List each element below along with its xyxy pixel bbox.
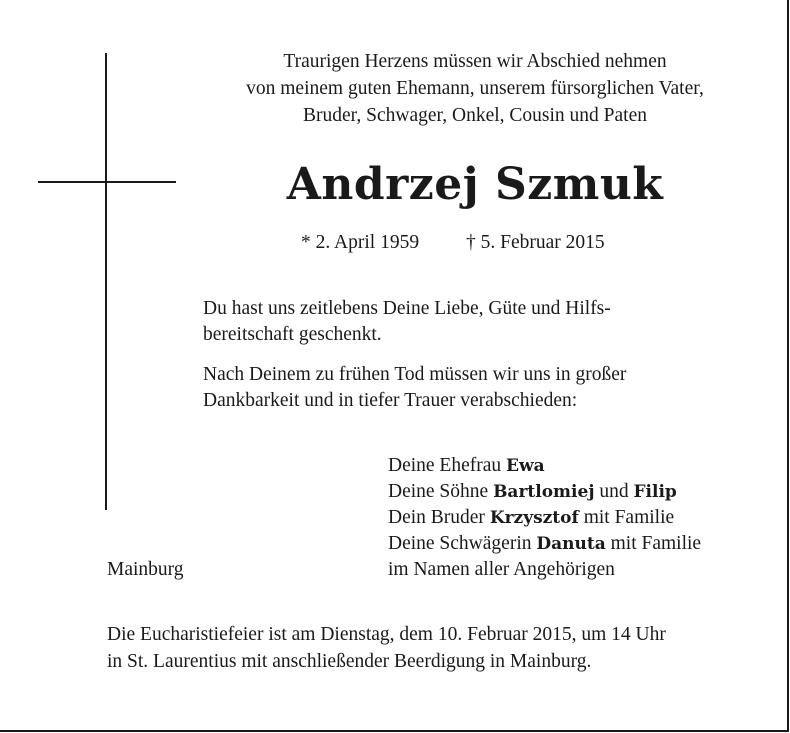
death-date: † 5. Februar 2015 <box>466 232 605 253</box>
message-p2-line-1: Nach Deinem zu frühen Tod müssen wir uns in großer <box>203 364 627 385</box>
mourner-sister-in-law-name: Danuta <box>536 534 606 554</box>
service-line-2: in St. Laurentius mit anschließender Beerdigung in Mainburg. <box>107 651 592 672</box>
mourner-wife-prefix: Deine Ehefrau <box>388 455 502 476</box>
message-p2-line-2: Dankbarkeit und in tiefer Trauer verabschieden: <box>203 390 578 411</box>
mourner-sons <box>388 479 701 505</box>
deceased-name: Andrzej Szmuk <box>286 159 664 210</box>
mourner-wife-name: Ewa <box>506 456 545 476</box>
mourner-sons-joiner: und <box>599 481 629 502</box>
mourner-brother-suffix: mit Familie <box>583 507 675 528</box>
mourner-sons-prefix: Deine Söhne <box>388 481 489 502</box>
cross-icon-horizontal-bar <box>38 181 176 183</box>
mourner-brother <box>388 505 701 531</box>
message-p1-line-1: Du hast uns zeitlebens Deine Liebe, Güte und Hilfs- <box>203 298 611 319</box>
intro-text <box>190 48 760 129</box>
mourner-brother-prefix: Dein Bruder <box>388 507 485 528</box>
message-paragraph-2 <box>203 362 743 414</box>
intro-line-2: von meinem guten Ehemann, unserem fürsorglichen Vater, <box>246 78 704 99</box>
place-name: Mainburg <box>107 559 184 580</box>
mourner-sister-in-law-suffix: mit Familie <box>610 533 702 554</box>
mourner-son-1-name: Bartlomiej <box>493 482 595 502</box>
mourner-sister-in-law-prefix: Deine Schwägerin <box>388 533 532 554</box>
intro-line-3: Bruder, Schwager, Onkel, Cousin und Paten <box>303 105 647 126</box>
mourners-list <box>388 453 701 583</box>
message-p1-line-2: bereitschaft geschenkt. <box>203 324 382 345</box>
cross-icon-vertical-bar <box>105 53 107 510</box>
mourner-wife <box>388 453 701 479</box>
birth-date: * 2. April 1959 <box>301 232 420 253</box>
mourner-son-2-name: Filip <box>633 482 677 502</box>
service-info <box>107 621 767 675</box>
mourner-sister-in-law <box>388 531 701 557</box>
intro-line-1: Traurigen Herzens müssen wir Abschied nehmen <box>283 51 667 72</box>
service-line-1: Die Eucharistiefeier ist am Dienstag, dem 10. Februar 2015, um 14 Uhr <box>107 624 666 645</box>
message-paragraph-1 <box>203 296 743 348</box>
mourners-closing: im Namen aller Angehörigen <box>388 559 615 580</box>
mourner-brother-name: Krzysztof <box>489 508 579 528</box>
